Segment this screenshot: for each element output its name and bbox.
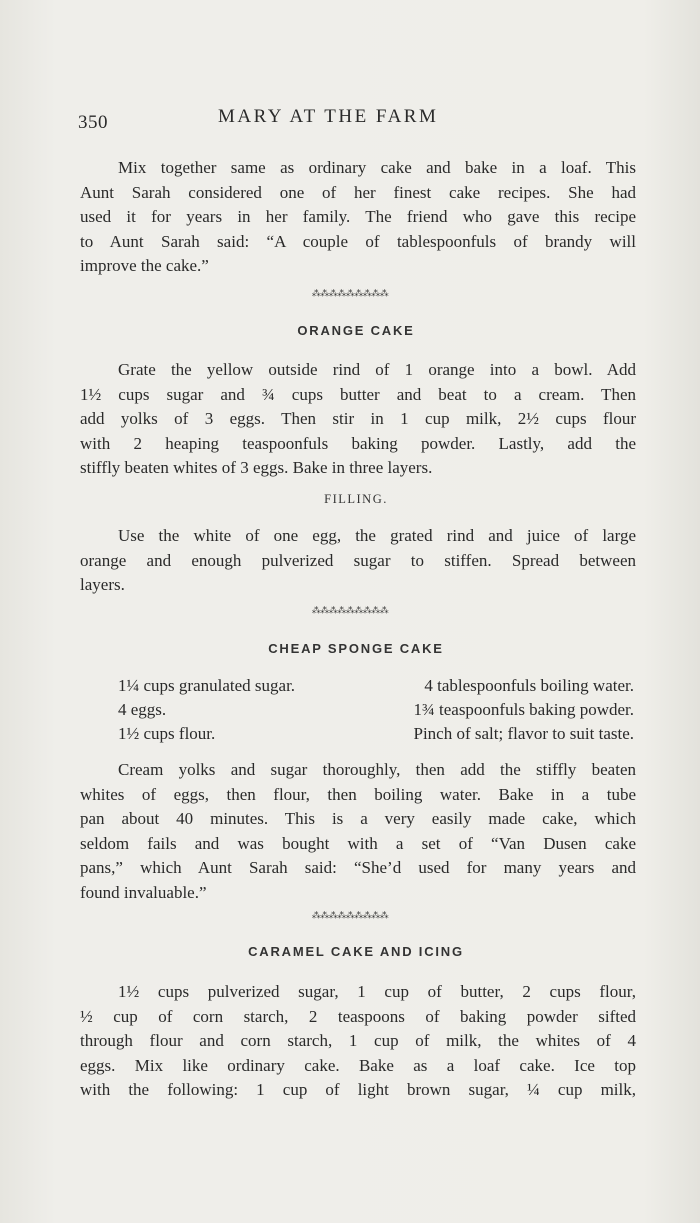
text-line: add yolks of 3 eggs. Then stir in 1 cup milk, 2½ cups flour [80,409,636,428]
text-line: with 2 heaping teaspoonfuls baking powder. Lastly, add the [80,433,636,453]
ingredient-left: 4 eggs. [118,700,167,719]
text-line: Mix together same as ordinary cake and bake in a loaf. This [118,158,636,177]
page-header [78,104,638,134]
text-line: Cream yolks and sugar thoroughly, then add the stiffly beaten [118,760,636,779]
section-ornament: ⁂⁂⁂⁂⁂⁂⁂⁂⁂ [311,911,389,921]
caramel-cake-paragraph [80,980,636,1103]
text-line: Aunt Sarah considered one of her finest cake recipes. She had [80,182,636,202]
text-line: stiffly beaten whites of 3 eggs. Bake in three layers. [80,458,433,477]
text-line: orange and enough pulverized sugar to stiffen. Spread between [80,550,636,570]
ingredient-right: Pinch of salt; flavor to suit taste. [413,724,634,743]
text-line: layers. [80,575,125,594]
filling-paragraph [80,524,636,598]
ingredient-row [118,676,634,700]
recipe-title-sponge-cake: CHEAP SPONGE CAKE [268,641,444,656]
text-line: 1½ cups sugar and ¾ cups butter and beat to a cream. Then [80,384,636,404]
section-ornament: ⁂⁂⁂⁂⁂⁂⁂⁂⁂ [311,606,389,616]
ingredient-left: 1¼ cups granulated sugar. [118,676,296,695]
text-line: to Aunt Sarah said: “A couple of tablespoonfuls of brandy will [80,231,636,251]
ingredient-row [118,700,634,724]
text-line: eggs. Mix like ordinary cake. Bake as a loaf cake. Ice top [80,1055,636,1075]
ingredient-right: 4 tablespoonfuls boiling water. [424,676,634,695]
ingredient-left: 1½ cups flour. [118,724,216,743]
section-ornament: ⁂⁂⁂⁂⁂⁂⁂⁂⁂ [311,289,389,299]
text-line: pans,” which Aunt Sarah said: “She’d used for many years and [80,858,636,877]
orange-cake-paragraph [80,358,636,481]
text-line: pan about 40 minutes. This is a very easily made cake, which [80,809,636,828]
text-line: with the following: 1 cup of light brown sugar, ¼ cup milk, [80,1080,636,1099]
running-title: MARY AT THE FARM [218,106,439,127]
recipe-title-orange-cake: ORANGE CAKE [297,323,415,338]
text-line: used it for years in her family. The friend who gave this recipe [80,207,636,226]
text-line: Use the white of one egg, the grated rind and juice of large [118,526,636,545]
ingredient-row [118,724,634,748]
intro-paragraph [80,156,636,279]
ingredient-right: 1¾ teaspoonfuls baking powder. [413,700,634,719]
sponge-cake-paragraph [80,758,636,905]
text-line: seldom fails and was bought with a set of “Van Dusen cake [80,833,636,853]
text-line: improve the cake.” [80,256,209,275]
text-line: ½ cup of corn starch, 2 teaspoons of baking powder sifted [80,1006,636,1026]
text-line: Grate the yellow outside rind of 1 orange into a bowl. Add [118,360,636,379]
recipe-title-caramel-cake: CARAMEL CAKE AND ICING [248,944,464,959]
text-line: whites of eggs, then flour, then boiling water. Bake in a tube [80,784,636,804]
text-line: 1½ cups pulverized sugar, 1 cup of butter, 2 cups flour, [118,982,636,1001]
page-number: 350 [78,112,108,133]
filling-title: FILLING. [324,492,388,506]
text-line: found invaluable.” [80,882,207,902]
text-line: through flour and corn starch, 1 cup of milk, the whites of 4 [80,1031,636,1050]
